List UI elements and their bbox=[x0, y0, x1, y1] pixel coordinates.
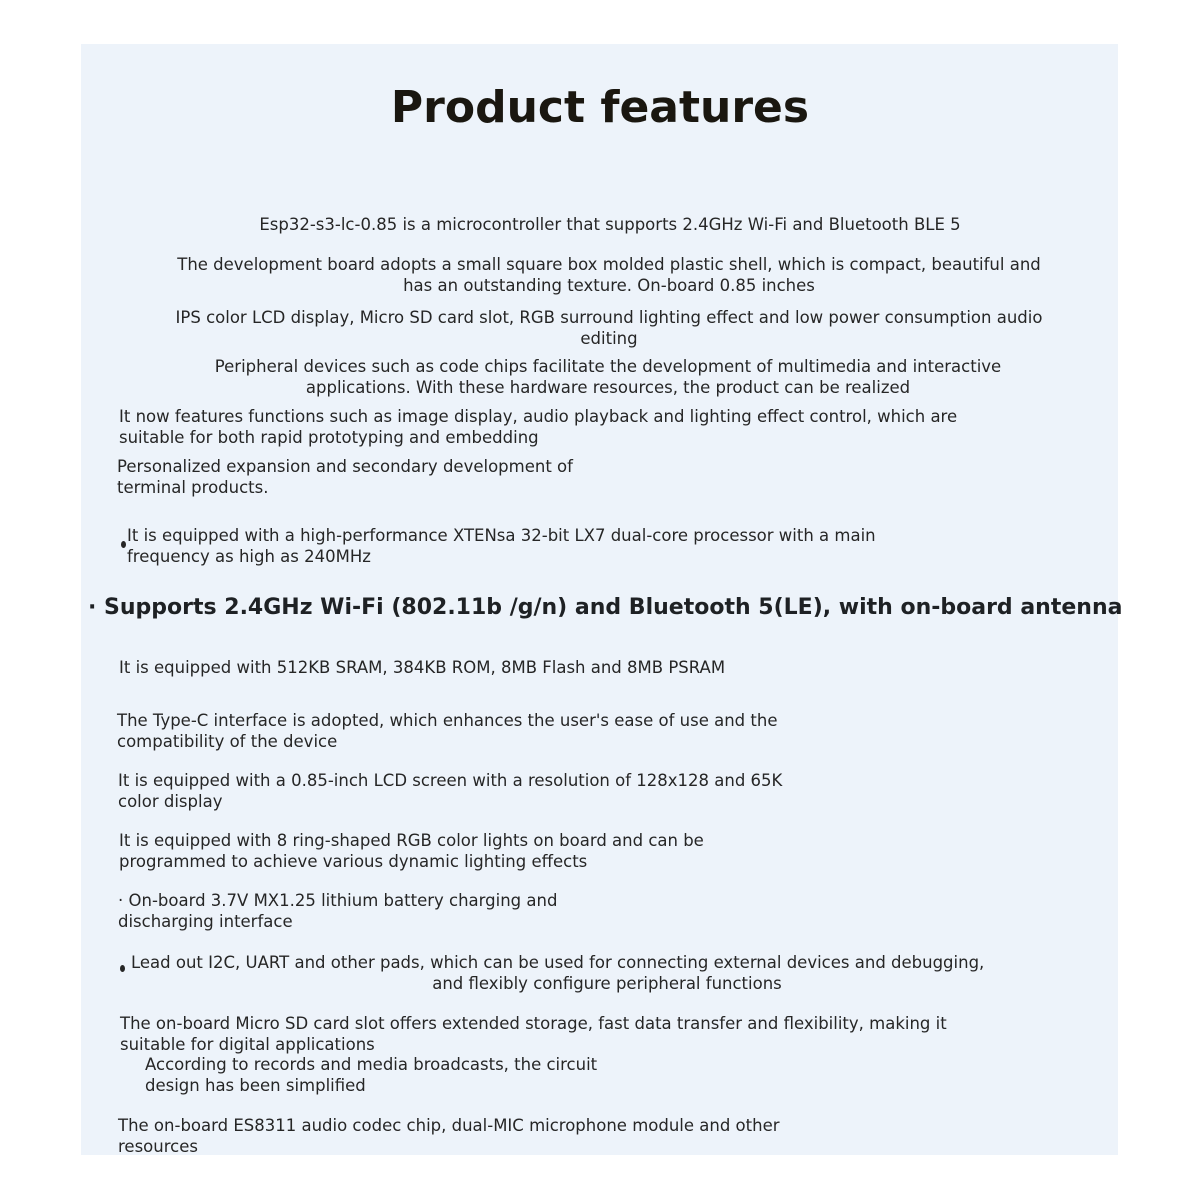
paragraph-line: color display bbox=[118, 792, 223, 811]
paragraph-line: resources bbox=[118, 1137, 198, 1156]
paragraph-line: The on-board ES8311 audio codec chip, dual-MIC microphone module and other bbox=[118, 1116, 780, 1135]
bullet-mark-icon bbox=[121, 541, 126, 548]
paragraph-line: terminal products. bbox=[117, 478, 269, 497]
paragraph-line: According to records and media broadcasts, the circuit bbox=[145, 1055, 598, 1074]
paragraph-line: Supports 2.4GHz Wi-Fi (802.11b /g/n) and Bluetooth 5(LE), with on-board antenna bbox=[104, 595, 1123, 620]
page-title: Product features bbox=[390, 82, 810, 133]
feature-paragraph-pads bbox=[131, 952, 984, 973]
feature-paragraph-6 bbox=[117, 456, 573, 498]
bullet-dot-icon: · bbox=[118, 891, 124, 910]
feature-paragraph-3 bbox=[0, 307, 1200, 349]
paragraph-line: applications. With these hardware resources, the product can be realized bbox=[305, 378, 911, 397]
paragraph-line: frequency as high as 240MHz bbox=[127, 547, 371, 566]
paragraph-line: has an outstanding texture. On-board 0.85 inches bbox=[403, 276, 815, 295]
paragraph-line: suitable for digital applications bbox=[120, 1035, 375, 1054]
paragraph-line: The development board adopts a small square box molded plastic shell, which is compact, beautiful and bbox=[177, 255, 1041, 274]
feature-paragraph-circuit bbox=[145, 1054, 597, 1096]
paragraph-line: discharging interface bbox=[118, 912, 293, 931]
feature-paragraph-5 bbox=[119, 406, 957, 448]
paragraph-line: The Type-C interface is adopted, which enhances the user's ease of use and the bbox=[117, 711, 778, 730]
feature-paragraph-lcd bbox=[118, 770, 782, 812]
feature-paragraph-2 bbox=[0, 254, 1200, 296]
feature-paragraph-1 bbox=[0, 214, 1200, 235]
feature-paragraph-rgb bbox=[119, 830, 704, 872]
feature-paragraph-sd bbox=[120, 1013, 947, 1055]
paragraph-line: It is equipped with a high-performance XTENsa 32-bit LX7 dual-core processor with a main bbox=[127, 526, 876, 545]
paragraph-line: editing bbox=[580, 329, 638, 348]
bullet-mark-icon bbox=[120, 965, 125, 972]
paragraph-line: On-board 3.7V MX1.25 lithium battery charging and bbox=[128, 891, 558, 910]
paragraph-line: Personalized expansion and secondary development of bbox=[117, 457, 573, 476]
paragraph-line: suitable for both rapid prototyping and embedding bbox=[119, 428, 539, 447]
feature-paragraph-memory bbox=[119, 657, 725, 678]
paragraph-line: Esp32-s3-lc-0.85 is a microcontroller that supports 2.4GHz Wi-Fi and Bluetooth BLE 5 bbox=[259, 215, 961, 234]
paragraph-line: Peripheral devices such as code chips facilitate the development of multimedia and interactive bbox=[214, 357, 1002, 376]
paragraph-line: design has been simplified bbox=[145, 1076, 366, 1095]
paragraph-line: It is equipped with 8 ring-shaped RGB color lights on board and can be bbox=[119, 831, 704, 850]
paragraph-line: and flexibly configure peripheral functions bbox=[432, 974, 782, 993]
feature-highlight-wifi bbox=[88, 594, 1122, 622]
feature-paragraph-typec bbox=[117, 710, 777, 752]
paragraph-line: It is equipped with a 0.85-inch LCD screen with a resolution of 128x128 and 65K bbox=[118, 771, 783, 790]
bullet-dot-icon: · bbox=[88, 595, 97, 620]
paragraph-line: Lead out I2C, UART and other pads, which can be used for connecting external devices and debugging, bbox=[131, 953, 985, 972]
paragraph-line: The on-board Micro SD card slot offers extended storage, fast data transfer and flexibility, making it bbox=[120, 1014, 947, 1033]
paragraph-line: It now features functions such as image display, audio playback and lighting effect control, which are bbox=[119, 407, 958, 426]
feature-paragraph-pads-cont bbox=[0, 973, 1200, 994]
feature-paragraph-4 bbox=[0, 356, 1200, 398]
paragraph-line: compatibility of the device bbox=[117, 732, 338, 751]
paragraph-line: It is equipped with 512KB SRAM, 384KB ROM, 8MB Flash and 8MB PSRAM bbox=[119, 658, 726, 677]
paragraph-line: IPS color LCD display, Micro SD card slot, RGB surround lighting effect and low power consumption audio bbox=[175, 308, 1043, 327]
paragraph-line: programmed to achieve various dynamic lighting effects bbox=[119, 852, 588, 871]
feature-paragraph-processor bbox=[127, 525, 876, 567]
feature-paragraph-battery bbox=[118, 890, 557, 932]
feature-paragraph-audio bbox=[118, 1115, 780, 1157]
